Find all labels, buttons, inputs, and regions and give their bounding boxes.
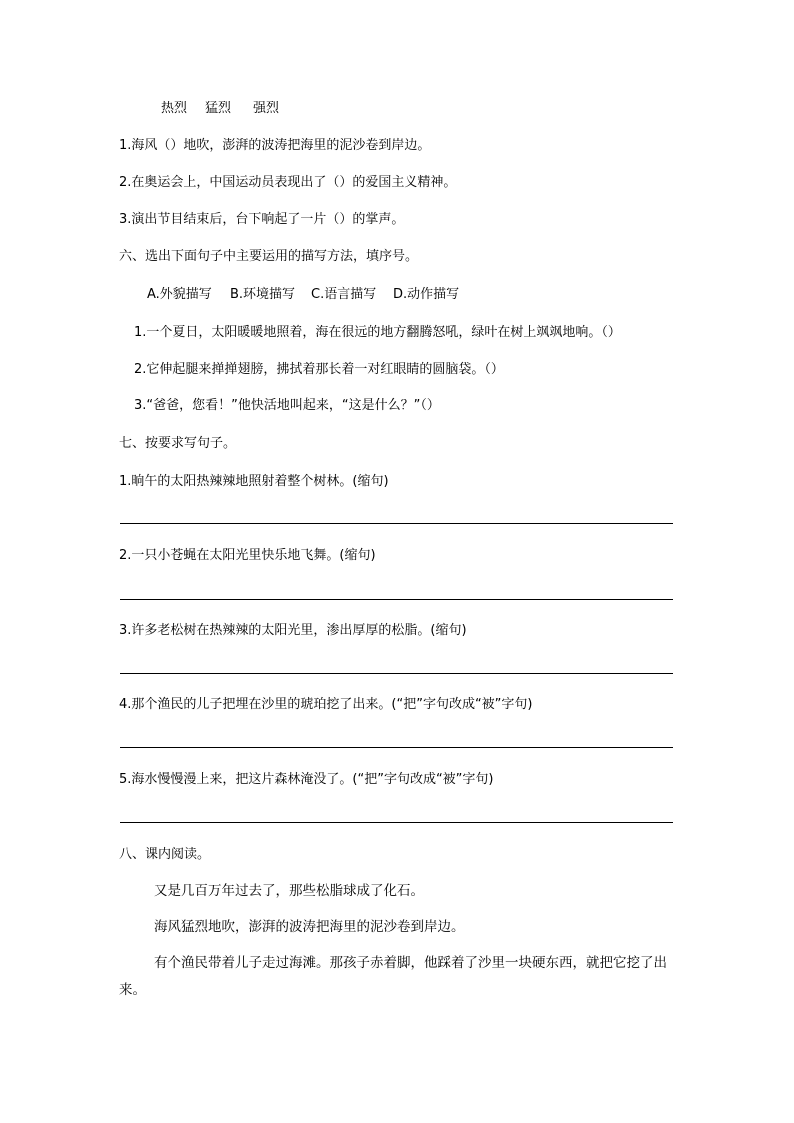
- section-7-heading: 七、按要求写句子。: [119, 436, 237, 451]
- rewrite-question: 1.晌午的太阳热辣辣地照射着整个树林。(缩句): [119, 474, 389, 489]
- answer-line[interactable]: [120, 523, 673, 524]
- rewrite-question: 5.海水慢慢漫上来，把这片森林淹没了。(“把”字句改成“被”字句): [119, 772, 494, 787]
- method-option: C.语言描写: [311, 287, 377, 302]
- method-question: 2.它伸起腿来掸掸翅膀，拂拭着那长着一对红眼睛的圆脑袋。（）: [134, 362, 504, 377]
- answer-line[interactable]: [120, 822, 673, 823]
- reading-paragraph: 有个渔民带着儿子走过海滩。那孩子赤着脚，他踩着了沙里一块硬东西，就把它挖了出来。: [119, 955, 667, 998]
- fill-blank-question: 1.海风（）地吹，澎湃的波涛把海里的泥沙卷到岸边。: [119, 138, 431, 153]
- method-option: B.环境描写: [230, 287, 296, 302]
- word-bank-option: 强烈: [253, 101, 280, 116]
- rewrite-question: 2.一只小苍蝇在太阳光里快乐地飞舞。(缩句): [119, 548, 376, 563]
- method-question: 3.“爸爸，您看！”他快活地叫起来，“这是什么？”（）: [134, 398, 440, 413]
- rewrite-question: 4.那个渔民的儿子把埋在沙里的琥珀挖了出来。(“把”字句改成“被”字句): [119, 697, 533, 712]
- fill-blank-question: 3.演出节目结束后，台下响起了一片（）的掌声。: [119, 212, 405, 227]
- method-question: 1.一个夏日，太阳暖暖地照着，海在很远的地方翻腾怒吼，绿叶在树上飒飒地响。（）: [134, 325, 621, 340]
- section-6-heading: 六、选出下面句子中主要运用的描写方法，填序号。: [119, 249, 419, 264]
- method-option: D.动作描写: [393, 287, 460, 302]
- answer-line[interactable]: [120, 599, 673, 600]
- fill-blank-question: 2.在奥运会上，中国运动员表现出了（）的爱国主义精神。: [119, 175, 457, 190]
- word-bank-option: 猛烈: [205, 101, 232, 116]
- section-8-heading: 八、课内阅读。: [119, 847, 211, 862]
- word-bank-option: 热烈: [161, 101, 188, 116]
- answer-line[interactable]: [120, 673, 673, 674]
- rewrite-question: 3.许多老松树在热辣辣的太阳光里，渗出厚厚的松脂。(缩句): [119, 623, 467, 638]
- answer-line[interactable]: [120, 747, 673, 748]
- reading-paragraph: 海风猛烈地吹，澎湃的波涛把海里的泥沙卷到岸边。: [154, 919, 465, 935]
- reading-paragraph: 又是几百万年过去了，那些松脂球成了化石。: [154, 883, 424, 899]
- method-option: A.外貌描写: [147, 287, 212, 302]
